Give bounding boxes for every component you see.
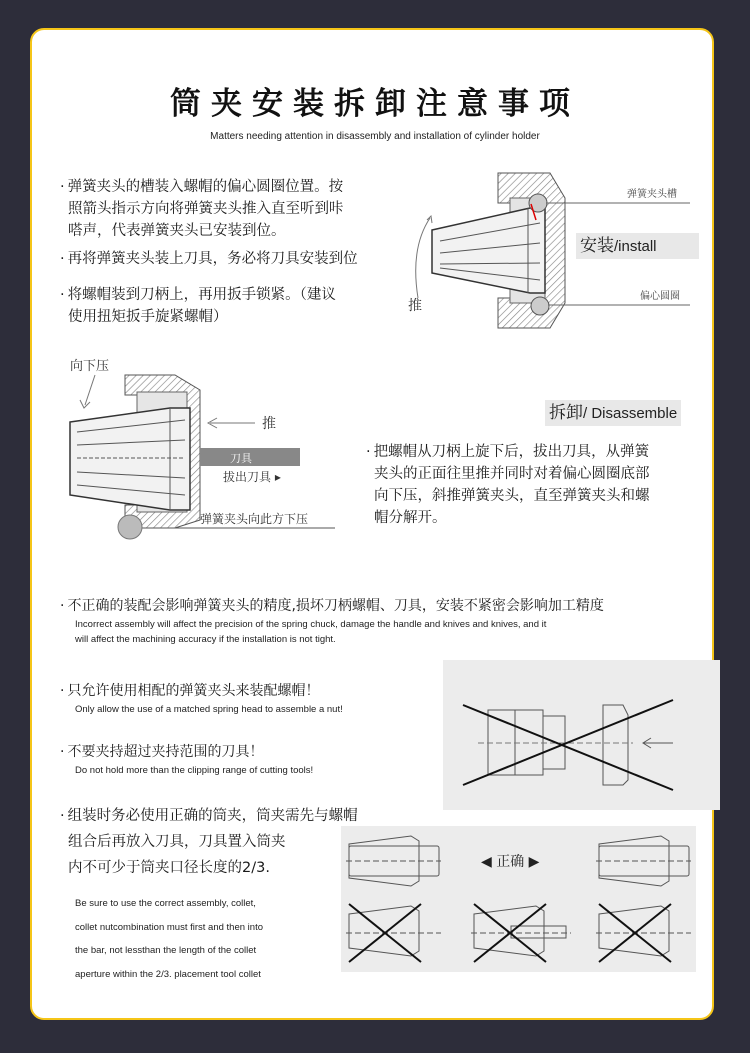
disassemble-diagram [55,350,345,545]
note-clipping-range: · 不要夹持超过夹持范围的刀具！ Do not hold more than the clipping range of cutting tools! [60,741,440,778]
wrong-assembly-diagram [443,660,720,810]
correct-usage-panel [341,826,696,972]
note-correct-collet-en: Be sure to use the correct assembly, collet, collet nutcombination must first and then into the bar, not lessthan the length of the collet aperture within the 2/3. placement tool collet [75,898,263,980]
collet-press-label: 弹簧夹头向此方下压 [200,512,309,526]
disassemble-push-label: 推 [262,416,276,432]
install-label: 安装/install [576,233,699,259]
disassemble-text: · 把螺帽从刀柄上旋下后，拔出刀具，从弹簧 夹头的正面往里推并同时对着偏心圆圈底部 向下压，斜推弹簧夹头，直至弹簧夹头和螺 帽分解开。 [366,441,696,529]
push-label: 推 [408,298,422,314]
callout-ring: 偏心圆圈 [640,291,680,302]
install-step-2: · 再将弹簧夹头装上刀具，务必将刀具安装到位 [60,248,400,270]
note-matched-collet: · 只允许使用相配的弹簧夹头来装配螺帽！ Only allow the use of a matched spring head to assemble a nut! [60,680,440,717]
correct-label: ◀ 正确 ▶ [481,854,540,870]
page-title: 筒夹安装拆卸注意事项 [170,86,580,122]
note-correct-collet: · 组装时务必使用正确的筒夹，筒夹需先与螺帽 组合后再放入刀具，刀具置入筒夹 内不可少于筒夹口径长度的2/3. [60,803,420,881]
page-subtitle: Matters needing attention in disassembly and installation of cylinder holder [210,131,540,142]
press-down-label: 向下压 [70,359,110,374]
install-step-1: · 弹簧夹头的槽装入螺帽的偏心圆圈位置。按 照箭头指示方向将弹簧夹头推入直至听到咔 嗒声，代表弹簧夹头已安装到位。 [60,176,390,242]
collet-usage-diagram [341,826,696,972]
disassemble-label: 拆卸/ Disassemble [545,400,681,426]
wrong-assembly-panel [443,660,720,810]
callout-groove: 弹簧夹头槽 [627,189,677,200]
install-step-3: · 将螺帽装到刀柄上，再用扳手锁紧。（建议 使用扭矩扳手旋紧螺帽） [60,284,390,328]
tool-label: 刀具 [230,452,252,465]
pull-out-label: 拔出刀具 ▸ [223,470,281,484]
note-incorrect-assembly: · 不正确的装配会影响弹簧夹头的精度,损坏刀柄螺帽、刀具，安装不紧密会影响加工精度 Incorrect assembly will affect the precision of the spring chuck, damage the handle and knives and knives, and it will affect the machining accuracy if the installation is not tight. [60,595,710,647]
